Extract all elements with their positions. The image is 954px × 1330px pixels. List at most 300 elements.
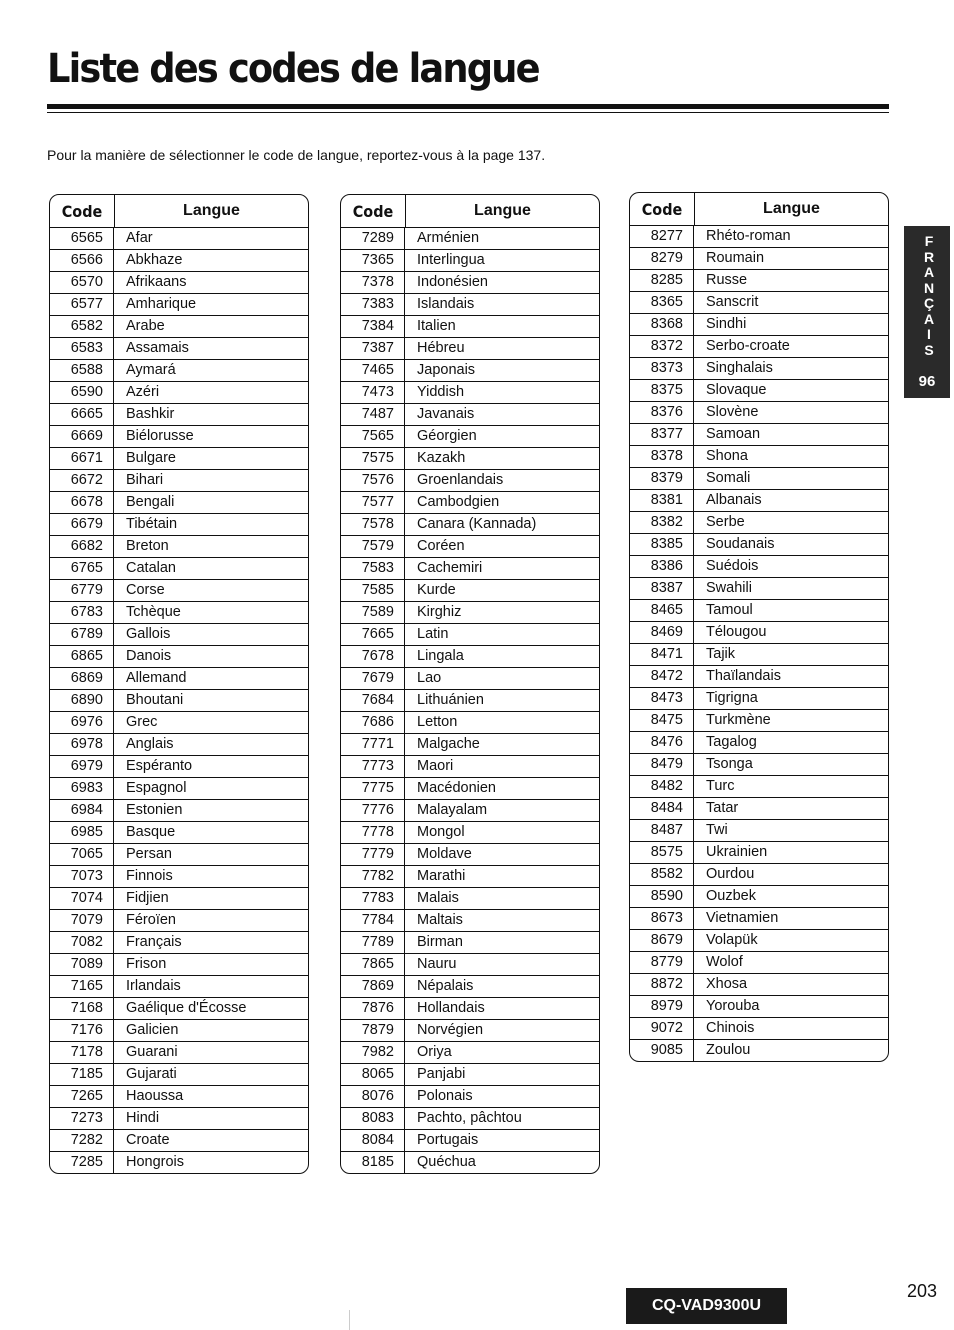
table-row [341, 976, 599, 998]
side-tab-letter: S [924, 341, 934, 358]
language-name: Sanscrit [706, 294, 759, 310]
table-row [341, 668, 599, 690]
table-row [630, 380, 888, 402]
table-row [341, 382, 599, 404]
table-row [341, 1042, 599, 1064]
language-name: Moldave [417, 846, 472, 862]
language-code: 7776 [341, 800, 405, 821]
table-row [630, 710, 888, 732]
language-code: 8575 [630, 842, 694, 863]
language-code: 7879 [341, 1020, 405, 1041]
model-badge: CQ-VAD9300U [626, 1288, 787, 1324]
language-code: 6789 [50, 624, 114, 645]
table-row [50, 1020, 308, 1042]
table-row [630, 842, 888, 864]
language-code: 8065 [341, 1064, 405, 1085]
language-name: Suédois [706, 558, 759, 574]
table-row [341, 1064, 599, 1086]
side-tab-letters [918, 234, 940, 358]
language-code: 7869 [341, 976, 405, 997]
language-name: Galicien [126, 1022, 179, 1038]
language-name: Bihari [126, 472, 164, 488]
side-tab-letter: F [924, 233, 934, 249]
table-row [630, 776, 888, 798]
table-row [50, 998, 308, 1020]
language-name: Italien [417, 318, 456, 334]
language-code: 8377 [630, 424, 694, 445]
language-name: Catalan [126, 560, 176, 576]
table-row [630, 622, 888, 644]
language-name: Letton [417, 714, 458, 730]
language-code: 7387 [341, 338, 405, 359]
table-row [630, 314, 888, 336]
language-code: 8076 [341, 1086, 405, 1107]
language-code: 8582 [630, 864, 694, 885]
language-code: 7282 [50, 1130, 114, 1151]
table-row [50, 624, 308, 646]
table-row [341, 426, 599, 448]
language-code: 8381 [630, 490, 694, 511]
language-name: Maltais [417, 912, 463, 928]
table-row [630, 688, 888, 710]
language-code: 6983 [50, 778, 114, 799]
language-code: 8379 [630, 468, 694, 489]
language-name: Allemand [126, 670, 187, 686]
language-code: 7383 [341, 294, 405, 315]
language-name: Malayalam [417, 802, 488, 818]
side-tab-letter: N [923, 279, 935, 296]
table-row [341, 360, 599, 382]
language-name: Afrikaans [126, 274, 187, 290]
table-row [50, 558, 308, 580]
language-code: 6979 [50, 756, 114, 777]
language-code: 6570 [50, 272, 114, 293]
table-row [50, 866, 308, 888]
table-row [50, 1086, 308, 1108]
language-code: 8979 [630, 996, 694, 1017]
table-row [630, 666, 888, 688]
language-name: Biélorusse [126, 428, 194, 444]
language-code: 7678 [341, 646, 405, 667]
language-name: Serbo-croate [706, 338, 790, 354]
language-name: Sindhi [706, 316, 747, 332]
table-row [341, 1152, 599, 1173]
language-name: Lao [417, 670, 442, 686]
table-row [341, 272, 599, 294]
table-row [50, 932, 308, 954]
language-code: 6672 [50, 470, 114, 491]
language-code: 8484 [630, 798, 694, 819]
language-code: 7579 [341, 536, 405, 557]
language-code: 9072 [630, 1018, 694, 1039]
language-name: Guarani [126, 1044, 178, 1060]
language-code: 6783 [50, 602, 114, 623]
language-name: Groenlandais [417, 472, 504, 488]
table-row [50, 602, 308, 624]
language-name: Hindi [126, 1110, 160, 1126]
table-row [630, 534, 888, 556]
table-row [630, 600, 888, 622]
table-header [50, 195, 308, 228]
table-row [341, 316, 599, 338]
language-name: Finnois [126, 868, 173, 884]
language-code: 7082 [50, 932, 114, 953]
language-name: Bengali [126, 494, 175, 510]
language-name: Macédonien [417, 780, 496, 796]
table-row [50, 580, 308, 602]
language-code: 6984 [50, 800, 114, 821]
header-code: Code [630, 193, 695, 225]
language-code: 7176 [50, 1020, 114, 1041]
table-row [50, 250, 308, 272]
language-name: Népalais [417, 978, 474, 994]
language-name: Shona [706, 448, 748, 464]
language-name: Lithuánien [417, 692, 484, 708]
language-name: Canara (Kannada) [417, 516, 537, 532]
language-name: Frison [126, 956, 167, 972]
language-name: Yorouba [706, 998, 760, 1014]
language-name: Interlingua [417, 252, 485, 268]
language-code: 8368 [630, 314, 694, 335]
language-code: 8385 [630, 534, 694, 555]
language-code: 7165 [50, 976, 114, 997]
table-row [630, 1040, 888, 1061]
table-row [341, 580, 599, 602]
language-name: Ukrainien [706, 844, 768, 860]
language-code: 6869 [50, 668, 114, 689]
language-name: Polonais [417, 1088, 473, 1104]
language-name: Maori [417, 758, 454, 774]
table-row [50, 668, 308, 690]
language-name: Afar [126, 230, 153, 246]
language-code: 7782 [341, 866, 405, 887]
language-code: 7565 [341, 426, 405, 447]
table-row [50, 888, 308, 910]
language-code: 6577 [50, 294, 114, 315]
language-name: Oriya [417, 1044, 452, 1060]
header-langue: Langue [763, 200, 820, 217]
language-name: Soudanais [706, 536, 775, 552]
page-title: Liste des codes de langue [47, 46, 539, 92]
language-name: Espéranto [126, 758, 193, 774]
language-name: Hongrois [126, 1154, 185, 1170]
language-code: 6671 [50, 448, 114, 469]
language-code: 7185 [50, 1064, 114, 1085]
table-row [630, 424, 888, 446]
header-code: Code [341, 195, 406, 227]
table-row [341, 1108, 599, 1130]
language-code: 7779 [341, 844, 405, 865]
language-code: 8590 [630, 886, 694, 907]
language-name: Islandais [417, 296, 475, 312]
language-name: Tagalog [706, 734, 757, 750]
language-code: 6583 [50, 338, 114, 359]
table-row [630, 402, 888, 424]
language-code: 7079 [50, 910, 114, 931]
table-row [630, 490, 888, 512]
table-row [50, 228, 308, 250]
language-name: Géorgien [417, 428, 477, 444]
language-code: 7285 [50, 1152, 114, 1173]
language-code: 7384 [341, 316, 405, 337]
language-name: Tamoul [706, 602, 753, 618]
table-row [341, 756, 599, 778]
table-row [630, 1018, 888, 1040]
side-tab-page: 96 [918, 373, 936, 390]
language-name: Anglais [126, 736, 174, 752]
language-name: Tatar [706, 800, 739, 816]
table-row [50, 294, 308, 316]
language-name: Tsonga [706, 756, 753, 772]
table-row [50, 536, 308, 558]
language-name: Haoussa [126, 1088, 184, 1104]
language-name: Xhosa [706, 976, 748, 992]
table-row [50, 316, 308, 338]
language-name: Panjabi [417, 1066, 466, 1082]
language-code: 7789 [341, 932, 405, 953]
language-code: 7073 [50, 866, 114, 887]
language-code: 8472 [630, 666, 694, 687]
language-name: Hébreu [417, 340, 465, 356]
language-name: Malais [417, 890, 459, 906]
language-code: 6665 [50, 404, 114, 425]
language-name: Slovaque [706, 382, 767, 398]
language-code: 8375 [630, 380, 694, 401]
language-name: Ourdou [706, 866, 755, 882]
language-name: Croate [126, 1132, 170, 1148]
language-name: Hollandais [417, 1000, 485, 1016]
table-row [50, 778, 308, 800]
language-code: 7089 [50, 954, 114, 975]
language-code: 7876 [341, 998, 405, 1019]
language-name: Tajik [706, 646, 736, 662]
table-row [50, 844, 308, 866]
language-name: Arabe [126, 318, 165, 334]
table-row [50, 404, 308, 426]
table-row [341, 1086, 599, 1108]
table-row [341, 734, 599, 756]
language-code: 7168 [50, 998, 114, 1019]
language-name: Bulgare [126, 450, 176, 466]
language-code: 8084 [341, 1130, 405, 1151]
table-row [341, 800, 599, 822]
table-row [341, 932, 599, 954]
table-row [630, 292, 888, 314]
language-code: 7784 [341, 910, 405, 931]
table-row [630, 820, 888, 842]
language-name: Tibétain [126, 516, 178, 532]
language-name: Mongol [417, 824, 465, 840]
language-name: Indonésien [417, 274, 488, 290]
table-row [50, 338, 308, 360]
language-code: 7273 [50, 1108, 114, 1129]
table-row [630, 754, 888, 776]
table-row [341, 712, 599, 734]
table-row [630, 996, 888, 1018]
table-row [341, 888, 599, 910]
table-row [630, 908, 888, 930]
language-name: Arménien [417, 230, 480, 246]
table-row [630, 556, 888, 578]
table-row [50, 690, 308, 712]
language-code: 8482 [630, 776, 694, 797]
language-name: Zoulou [706, 1042, 751, 1058]
table-row [630, 952, 888, 974]
side-tab-letter: A [923, 310, 935, 327]
language-code: 6590 [50, 382, 114, 403]
language-code: 8779 [630, 952, 694, 973]
table-row [341, 558, 599, 580]
language-code: 7378 [341, 272, 405, 293]
language-code: 7589 [341, 602, 405, 623]
table-row [50, 448, 308, 470]
table-row [630, 578, 888, 600]
language-name: Abkhaze [126, 252, 183, 268]
table-row [50, 382, 308, 404]
language-name: Kazakh [417, 450, 466, 466]
table-row [630, 886, 888, 908]
table-row [341, 228, 599, 250]
language-name: Vietnamien [706, 910, 779, 926]
header-code: Code [50, 195, 115, 227]
language-code: 7578 [341, 514, 405, 535]
language-code: 7575 [341, 448, 405, 469]
language-name: Fidjien [126, 890, 169, 906]
language-code: 7775 [341, 778, 405, 799]
language-code: 7783 [341, 888, 405, 909]
language-code: 7679 [341, 668, 405, 689]
language-code: 6765 [50, 558, 114, 579]
table-row [630, 468, 888, 490]
language-code: 7577 [341, 492, 405, 513]
table-row [341, 448, 599, 470]
table-row [630, 446, 888, 468]
table-row [50, 800, 308, 822]
language-code: 7686 [341, 712, 405, 733]
table-row [341, 514, 599, 536]
table-row [50, 756, 308, 778]
language-code: 6682 [50, 536, 114, 557]
table-row [341, 1020, 599, 1042]
side-tab-letter: I [927, 326, 931, 342]
table-row [50, 1108, 308, 1130]
language-code: 8285 [630, 270, 694, 291]
language-code: 8185 [341, 1152, 405, 1173]
page-number: 203 [907, 1281, 938, 1301]
language-name: Télougou [706, 624, 767, 640]
table-row [341, 404, 599, 426]
table-row [630, 270, 888, 292]
language-code: 8387 [630, 578, 694, 599]
language-code: 9085 [630, 1040, 694, 1061]
language-name: Birman [417, 934, 463, 950]
language-code: 6565 [50, 228, 114, 249]
language-code: 6976 [50, 712, 114, 733]
table-row [50, 514, 308, 536]
side-tab-letter: Ç [923, 295, 935, 311]
table-row [341, 250, 599, 272]
language-code-table-2 [340, 194, 600, 1174]
language-code-table-1 [49, 194, 309, 1174]
language-code-table-3 [629, 192, 889, 1062]
language-name: Slovène [706, 404, 759, 420]
language-code: 7771 [341, 734, 405, 755]
language-code: 6985 [50, 822, 114, 843]
table-row [50, 646, 308, 668]
language-name: Basque [126, 824, 176, 840]
table-row [50, 1130, 308, 1152]
side-tab-letter: R [923, 248, 935, 265]
language-code: 6865 [50, 646, 114, 667]
table-row [50, 976, 308, 998]
language-name: Amharique [126, 296, 197, 312]
table-row [630, 248, 888, 270]
language-code: 7074 [50, 888, 114, 909]
language-name: Coréen [417, 538, 465, 554]
language-name: Bashkir [126, 406, 175, 422]
table-row [341, 602, 599, 624]
table-row [50, 910, 308, 932]
language-name: Turkmène [706, 712, 771, 728]
language-code: 8487 [630, 820, 694, 841]
table-row [341, 998, 599, 1020]
table-row [341, 822, 599, 844]
language-code: 8372 [630, 336, 694, 357]
table-row [341, 844, 599, 866]
language-name: Assamais [126, 340, 189, 356]
table-row [341, 866, 599, 888]
language-code: 8473 [630, 688, 694, 709]
language-code: 7684 [341, 690, 405, 711]
language-code: 8475 [630, 710, 694, 731]
language-code: 7465 [341, 360, 405, 381]
language-code: 8386 [630, 556, 694, 577]
language-name: Albanais [706, 492, 762, 508]
language-code: 7865 [341, 954, 405, 975]
language-code: 7473 [341, 382, 405, 403]
language-code: 8471 [630, 644, 694, 665]
table-row [341, 954, 599, 976]
table-row [50, 272, 308, 294]
table-row [341, 646, 599, 668]
language-code: 7778 [341, 822, 405, 843]
language-code: 8476 [630, 732, 694, 753]
table-row [50, 360, 308, 382]
header-langue: Langue [474, 202, 531, 219]
intro-text: Pour la manière de sélectionner le code de langue, reportez-vous à la page 137. [47, 147, 546, 163]
language-name: Cambodgien [417, 494, 500, 510]
language-name: Kurde [417, 582, 456, 598]
language-name: Ouzbek [706, 888, 756, 904]
table-row [630, 732, 888, 754]
language-name: Yiddish [417, 384, 465, 400]
language-name: Lingala [417, 648, 464, 664]
language-code: 6566 [50, 250, 114, 271]
table-row [630, 226, 888, 248]
language-name: Thaïlandais [706, 668, 781, 684]
language-name: Marathi [417, 868, 466, 884]
language-name: Grec [126, 714, 158, 730]
table-row [630, 644, 888, 666]
table-row [341, 690, 599, 712]
language-name: Rhéto-roman [706, 228, 791, 244]
title-rule-thin [47, 112, 889, 113]
table-row [630, 336, 888, 358]
language-name: Gujarati [126, 1066, 177, 1082]
language-code: 8465 [630, 600, 694, 621]
language-code: 6779 [50, 580, 114, 601]
table-row [50, 470, 308, 492]
